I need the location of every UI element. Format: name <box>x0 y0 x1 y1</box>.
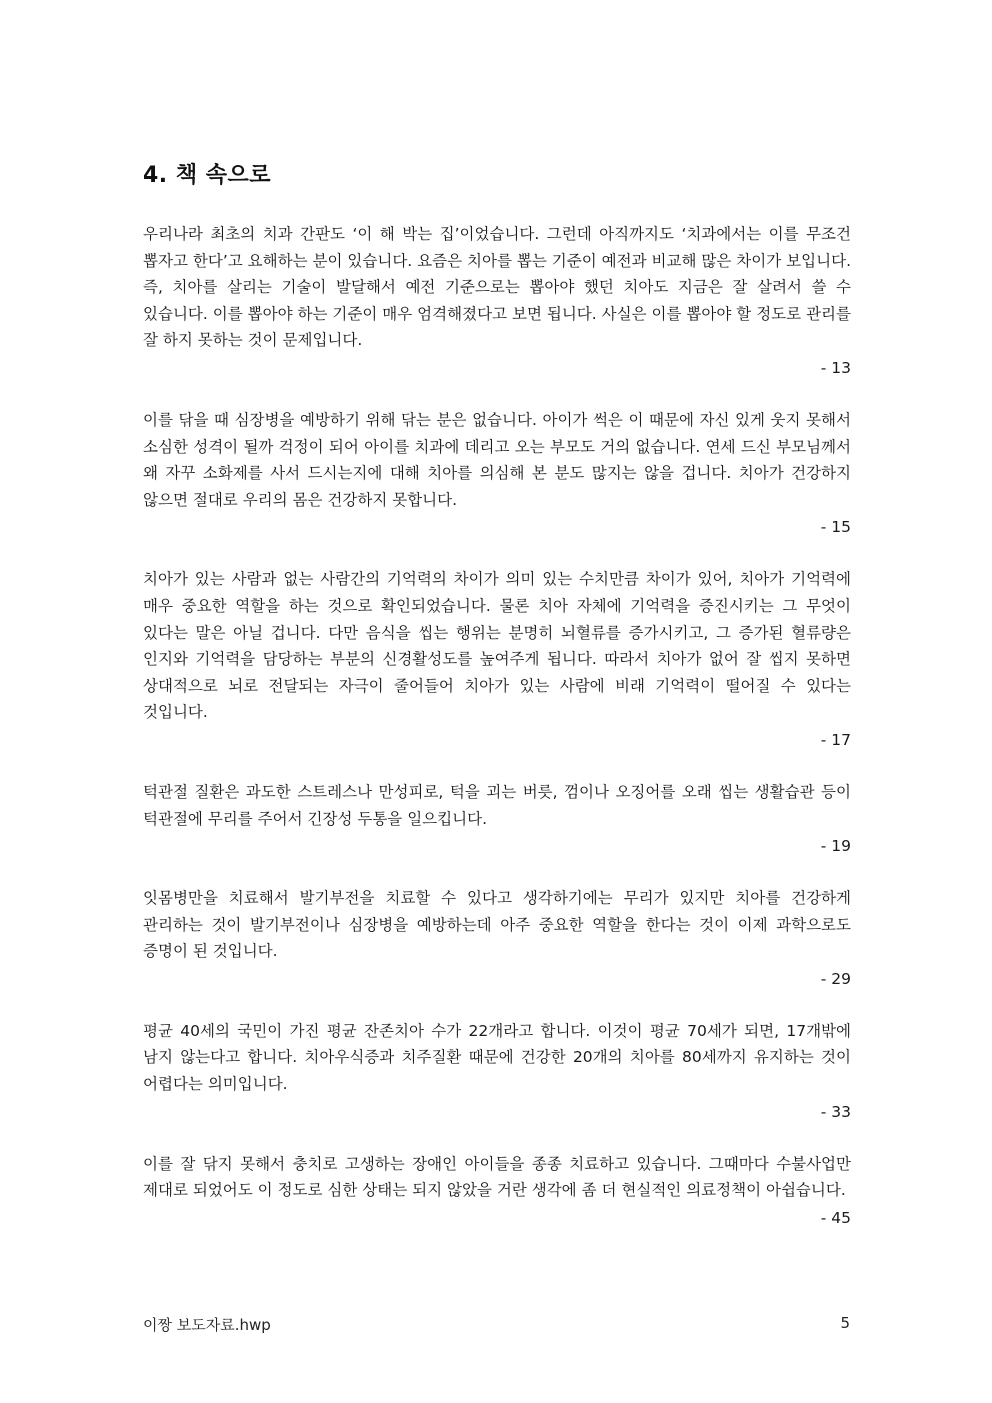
quote-text: 치아가 있는 사람과 없는 사람간의 기억력의 차이가 의미 있는 수치만큼 차이가 있어, 치아가 기억력에 매우 중요한 역할을 하는 것으로 확인되었습니다. 물론 치아 자체에 기억력을 증진시키는 그 무엇이 있다는 말은 아닐 겁니다. 다만 음식을 씹는 행위는 분명히 뇌혈류를 증가시키고, 그 증가된 혈류량은 인지와 기억력을 담당하는 부분의 신경활성도를 높여주게 됩니다. 따라서 치아가 없어 잘 씹지 못하면 상대적으로 뇌로 전달되는 자극이 줄어들어 치아가 있는 사람에 비래 기억력이 떨어질 수 있다는 것입니다. <box>143 570 851 722</box>
quote-block <box>143 779 851 859</box>
footer-page-number: 5 <box>840 1314 850 1332</box>
quote-text: 우리나라 최초의 치과 간판도 ‘이 해 박는 집’이었습니다. 그런데 아직까지도 ‘치과에서는 이를 무조건 뽑자고 한다’고 요해하는 분이 있습니다. 요즘은 치아를 뽑는 기준이 예전과 비교해 많은 차이가 보입니다. 즉, 치아를 살리는 기술이 발달해서 예전 기준으로는 뽑아야 했던 치아도 지금은 잘 살려서 쓸 수 있습니다. 이를 뽑아야 하는 기준이 매우 엄격해졌다고 보면 됩니다. 사실은 이를 뽑아야 할 정도로 관리를 잘 하지 못하는 것이 문제입니다. <box>143 225 851 350</box>
quote-block <box>143 221 851 381</box>
quote-page-ref: - 29 <box>820 969 851 988</box>
quote-text: 턱관절 질환은 과도한 스트레스나 만성피로, 턱을 괴는 버릇, 껌이나 오징어를 오래 씹는 생활습관 등이 턱관절에 무리를 주어서 긴장성 두통을 일으킵니다. <box>143 782 851 828</box>
quote-page-ref: - 13 <box>820 358 851 377</box>
quote-text: 이를 잘 닦지 못해서 충치로 고생하는 장애인 아이들을 종종 치료하고 있습니다. 그때마다 수불사업만 제대로 되었어도 이 정도로 심한 상태는 되지 않았을 거란 생각에 좀 더 현실적인 의료정책이 아쉽습니다. <box>143 1154 851 1200</box>
quote-block <box>143 1151 851 1231</box>
quote-page-ref: - 19 <box>820 837 851 856</box>
quote-text: 평균 40세의 국민이 가진 평균 잔존치아 수가 22개라고 합니다. 이것이 평균 70세가 되면, 17개밖에 남지 않는다고 합니다. 치아우식증과 치주질환 때문에 건강한 20개의 치아를 80세까지 유지하는 것이 어렵다는 의미입니다. <box>143 1021 851 1094</box>
quote-page-ref: - 33 <box>820 1102 851 1121</box>
quote-text: 이를 닦을 때 심장병을 예방하기 위해 닦는 분은 없습니다. 아이가 썩은 이 때문에 자신 있게 웃지 못해서 소심한 성격이 될까 걱정이 되어 아이를 치과에 데리고 오는 부모도 거의 없습니다. 연세 드신 부모님께서 왜 자꾸 소화제를 사서 드시는지에 대해 치아를 의심해 본 분도 많지는 않을 겁니다. 치아가 건강하지 않으면 절대로 우리의 몸은 건강하지 못합니다. <box>143 410 851 509</box>
footer-filename: 이짱 보도자료.hwp <box>143 1316 271 1334</box>
quote-block <box>143 407 851 540</box>
quote-list <box>143 221 851 1257</box>
section-title: 4. 책 속으로 <box>143 163 271 188</box>
quote-block <box>143 1018 851 1125</box>
quote-block <box>143 566 851 753</box>
quote-page-ref: - 45 <box>820 1208 851 1227</box>
quote-page-ref: - 17 <box>820 730 851 749</box>
quote-block <box>143 885 851 992</box>
quote-text: 잇몸병만을 치료해서 발기부전을 치료할 수 있다고 생각하기에는 무리가 있지만 치아를 건강하게 관리하는 것이 발기부전이나 심장병을 예방하는데 아주 중요한 역할을 한다는 것이 이제 과학으로도 증명이 된 것입니다. <box>143 889 851 961</box>
quote-page-ref: - 15 <box>820 518 851 537</box>
